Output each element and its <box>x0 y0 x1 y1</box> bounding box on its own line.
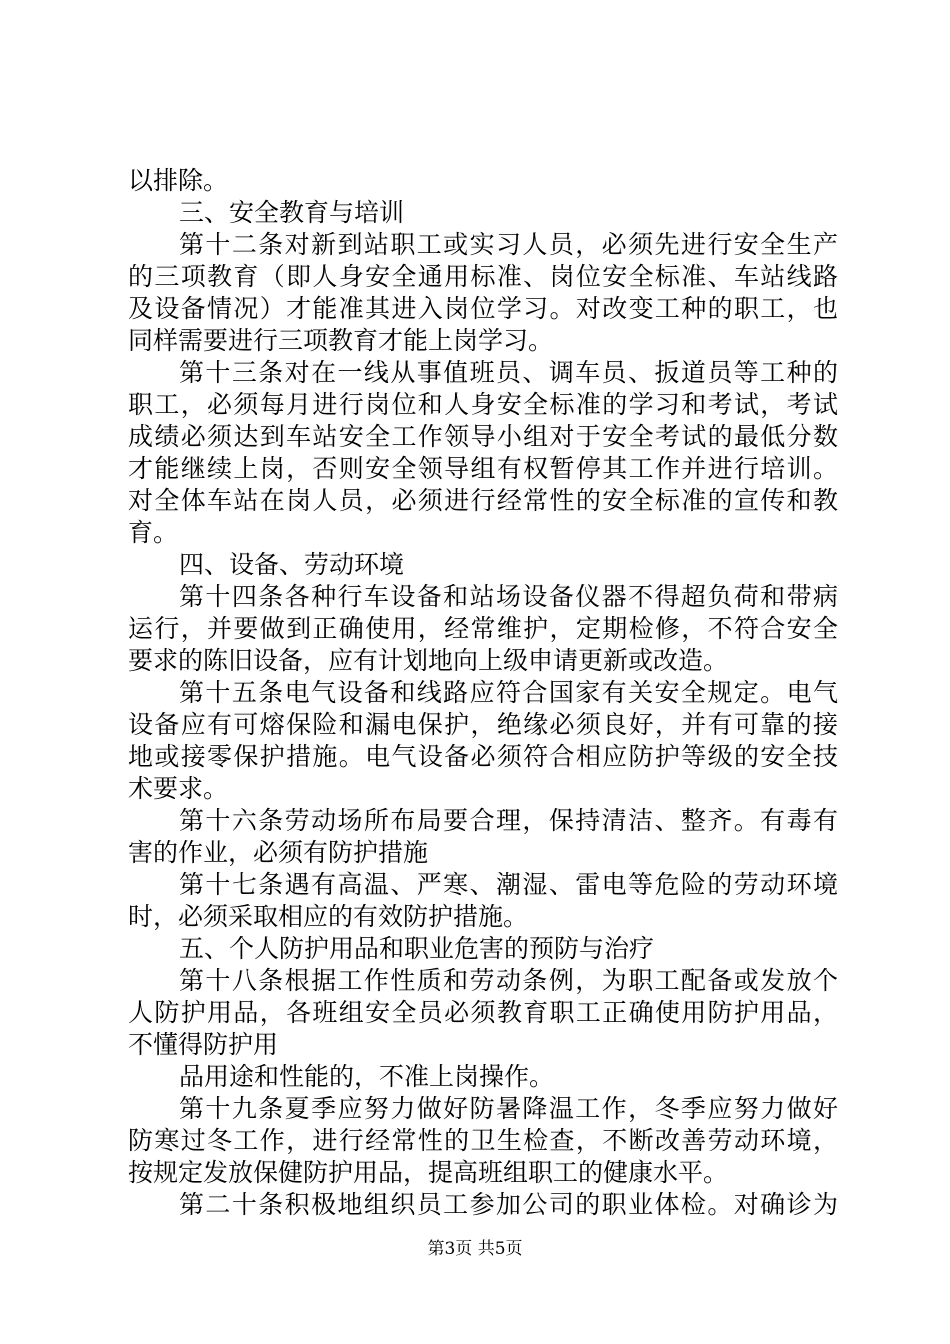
text-line: 五、个人防护用品和职业危害的预防与治疗 <box>179 934 655 963</box>
document-body <box>128 165 838 1221</box>
text-line: 第十三条对在一线从事值班员、调车员、扳道员等工种的 <box>179 358 838 387</box>
text-line: 按规定发放保健防护用品，提高班组职工的健康水平。 <box>128 1158 729 1187</box>
text-line: 第十八条根据工作性质和劳动条例，为职工配备或发放个 <box>179 966 838 995</box>
text-line: 以排除。 <box>128 166 229 195</box>
text-line: 成绩必须达到车站安全工作领导小组对于安全考试的最低分数 <box>128 422 838 451</box>
text-line: 第二十条积极地组织员工参加公司的职业体检。对确诊为 <box>179 1190 838 1219</box>
text-line: 职工，必须每月进行岗位和人身安全标准的学习和考试，考试 <box>128 390 838 419</box>
text-line: 品用途和性能的，不准上岗操作。 <box>179 1062 555 1091</box>
text-line: 术要求。 <box>128 774 229 803</box>
text-line: 第十五条电气设备和线路应符合国家有关安全规定。电气 <box>179 678 838 707</box>
text-line: 设备应有可熔保险和漏电保护，绝缘必须良好，并有可靠的接 <box>128 710 838 739</box>
text-line: 的三项教育（即人身安全通用标准、岗位安全标准、车站线路 <box>128 262 838 291</box>
text-line: 才能继续上岗，否则安全领导组有权暂停其工作并进行培训。 <box>128 454 838 483</box>
text-line: 第十二条对新到站职工或实习人员，必须先进行安全生产 <box>179 230 838 259</box>
text-line: 不懂得防护用 <box>128 1030 279 1059</box>
text-line: 害的作业，必须有防护措施 <box>128 838 429 867</box>
text-line: 同样需要进行三项教育才能上岗学习。 <box>128 326 554 355</box>
text-line: 运行，并要做到正确使用，经常维护，定期检修，不符合安全 <box>128 614 838 643</box>
text-line: 地或接零保护措施。电气设备必须符合相应防护等级的安全技 <box>128 742 838 771</box>
text-line: 时，必须采取相应的有效防护措施。 <box>128 902 529 931</box>
text-line: 要求的陈旧设备，应有计划地向上级申请更新或改造。 <box>128 646 729 675</box>
text-line: 防寒过冬工作，进行经常性的卫生检查，不断改善劳动环境， <box>128 1126 838 1155</box>
text-line: 及设备情况）才能准其进入岗位学习。对改变工种的职工，也 <box>128 294 838 323</box>
text-line: 第十六条劳动场所布局要合理，保持清洁、整齐。有毒有 <box>179 806 838 835</box>
text-line: 四、设备、劳动环境 <box>179 550 405 579</box>
text-line: 第十四条各种行车设备和站场设备仪器不得超负荷和带病 <box>179 582 838 611</box>
text-line: 第十七条遇有高温、严寒、潮湿、雷电等危险的劳动环境 <box>179 870 838 899</box>
text-line: 育。 <box>128 518 179 547</box>
text-line: 人防护用品，各班组安全员必须教育职工正确使用防护用品， <box>128 998 838 1027</box>
page-number-label: 第3页 共5页 <box>427 1239 523 1259</box>
text-line: 第十九条夏季应努力做好防暑降温工作，冬季应努力做好 <box>179 1094 838 1123</box>
text-line: 对全体车站在岗人员，必须进行经常性的安全标准的宣传和教 <box>128 486 838 515</box>
text-line: 三、安全教育与培训 <box>179 198 405 227</box>
page-footer <box>0 1238 950 1260</box>
